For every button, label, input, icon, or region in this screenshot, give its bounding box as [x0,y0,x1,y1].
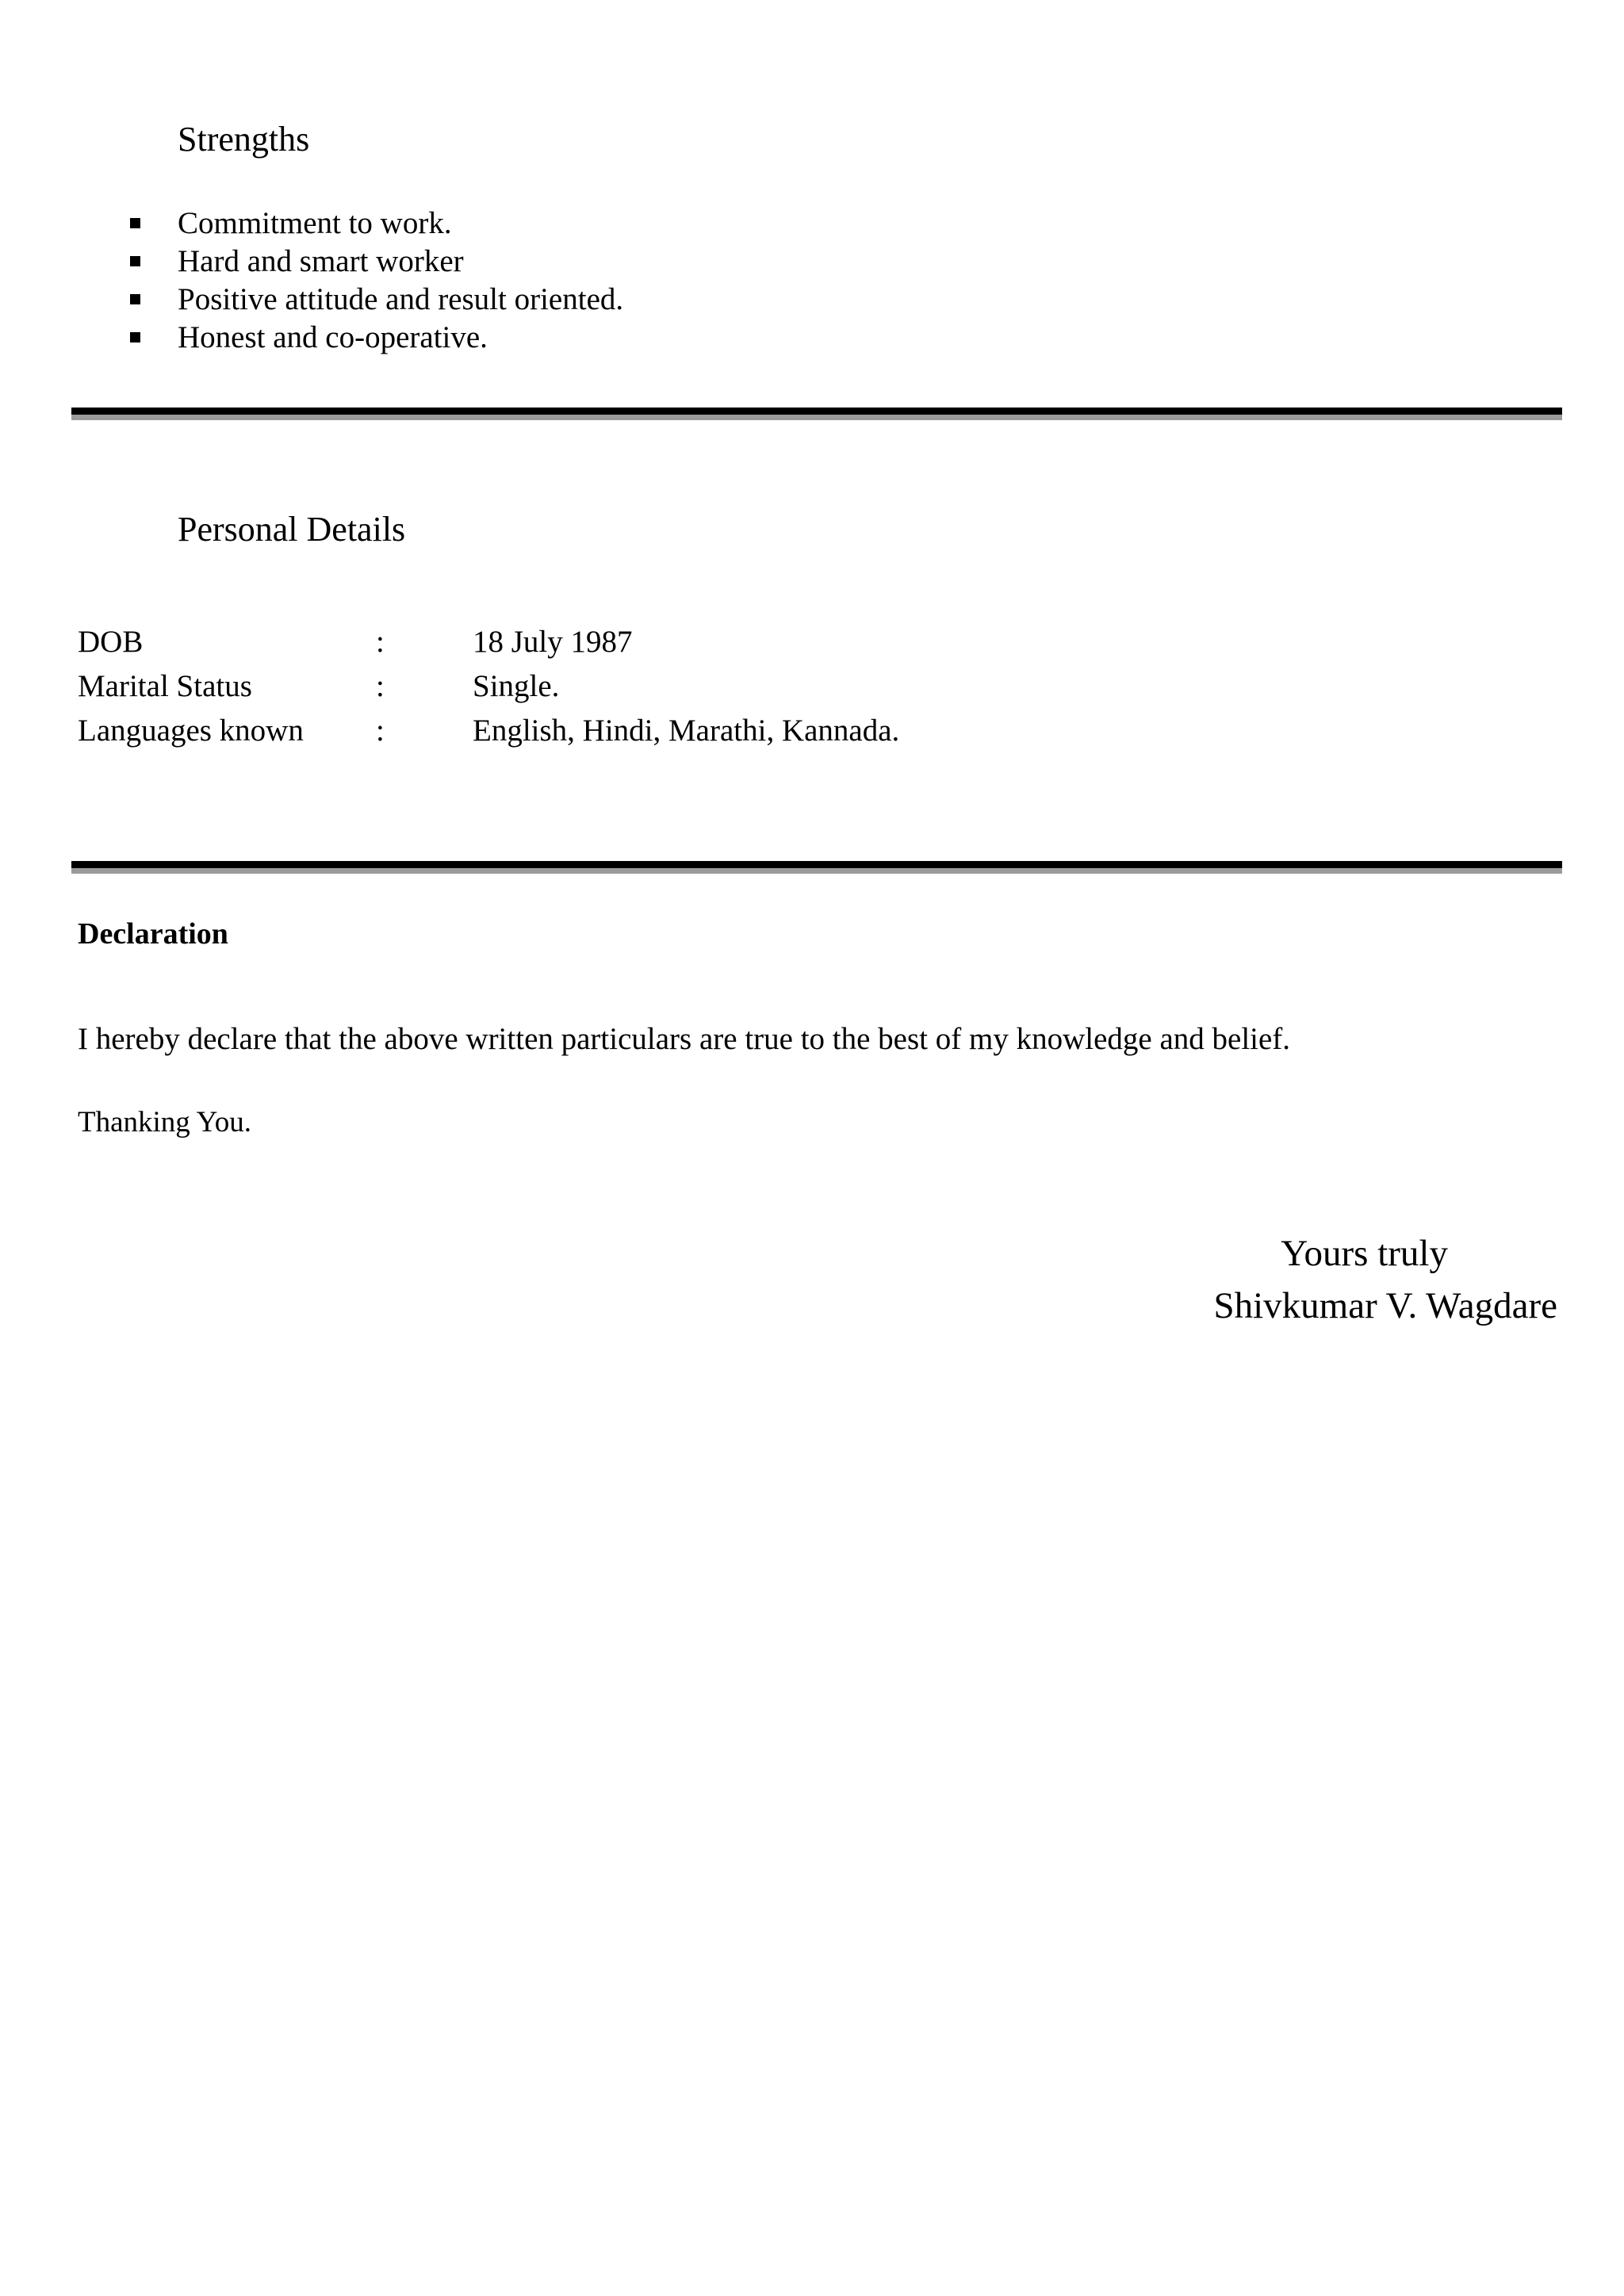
section-divider [71,408,1562,422]
detail-label: Marital Status [78,669,252,703]
divider-grey-band [71,415,1562,420]
list-item [127,205,623,243]
table-row [78,709,899,753]
personal-details-table [78,620,899,753]
signoff-block [1213,1227,1557,1332]
signer-name: Shivkumar V. Wagdare [1213,1285,1557,1326]
strengths-heading: Strengths [178,120,310,159]
detail-separator: : [376,625,385,659]
list-item-text: Commitment to work. [178,206,452,240]
list-item [127,281,623,319]
thanks-line: Thanking You. [78,1106,251,1138]
declaration-text: I hereby declare that the above written particulars are true to the best of my knowledge and belief. [78,1022,1291,1056]
detail-separator: : [376,669,385,703]
table-row [78,620,899,664]
strengths-list [127,205,623,357]
list-item-text: Honest and co-operative. [178,320,488,354]
section-divider [71,861,1562,875]
detail-separator: : [376,714,385,748]
divider-dark-band [71,408,1562,415]
closing-line: Yours truly [1281,1233,1448,1274]
divider-dark-band [71,861,1562,868]
list-item-text: Positive attitude and result oriented. [178,282,624,316]
personal-details-heading: Personal Details [178,510,406,549]
square-bullet-icon [130,218,140,228]
table-row [78,664,899,709]
detail-label: DOB [78,625,144,659]
list-item-text: Hard and smart worker [178,244,464,278]
list-item [127,319,623,357]
square-bullet-icon [130,256,140,266]
detail-value: 18 July 1987 [473,625,633,659]
square-bullet-icon [130,332,140,342]
declaration-heading: Declaration [78,917,228,951]
detail-value: English, Hindi, Marathi, Kannada. [473,714,900,748]
list-item [127,243,623,281]
square-bullet-icon [130,294,140,304]
detail-label: Languages known [78,714,304,748]
divider-grey-band [71,868,1562,874]
detail-value: Single. [473,669,560,703]
